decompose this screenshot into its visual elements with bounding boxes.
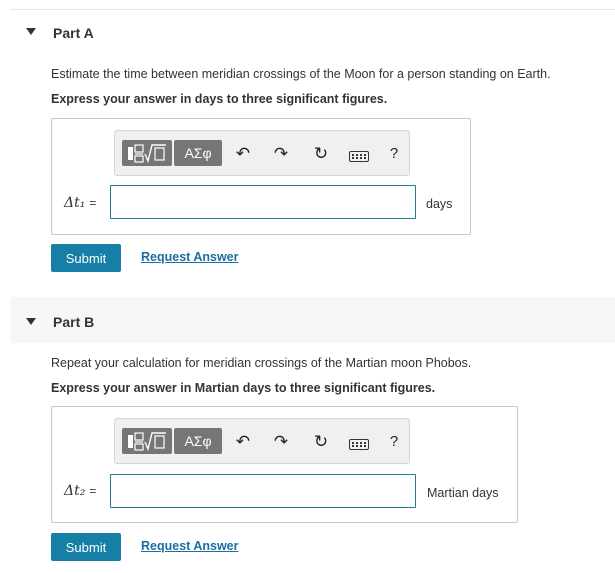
- part-a-title: Part A: [53, 25, 94, 41]
- redo-icon[interactable]: ↷: [273, 144, 289, 163]
- symbols-button[interactable]: ΑΣφ: [174, 140, 222, 166]
- templates-button[interactable]: [122, 140, 172, 166]
- equals-sign: =: [89, 484, 97, 498]
- symbols-button[interactable]: ΑΣφ: [174, 428, 222, 454]
- math-toolbar: [114, 130, 410, 176]
- part-b-request-answer-link[interactable]: Request Answer: [141, 539, 239, 553]
- part-a-question: Estimate the time between meridian crossings of the Moon for a person standing on Earth.: [51, 67, 551, 81]
- reset-icon[interactable]: ↻: [313, 144, 329, 163]
- part-b-unit: Martian days: [427, 486, 499, 500]
- undo-icon[interactable]: ↶: [235, 144, 251, 163]
- collapse-caret-icon[interactable]: [26, 318, 36, 325]
- keyboard-icon[interactable]: [348, 143, 370, 165]
- part-b-answer-box: [51, 406, 518, 523]
- part-b-variable-label: [64, 483, 96, 499]
- reset-icon[interactable]: ↻: [313, 432, 329, 451]
- help-icon[interactable]: ?: [389, 433, 399, 450]
- part-b-title: Part B: [53, 314, 95, 330]
- part-a-answer-box: [51, 118, 471, 235]
- undo-icon[interactable]: ↶: [235, 432, 251, 451]
- part-b-answer-input[interactable]: [110, 474, 416, 508]
- part-a-header[interactable]: [10, 9, 615, 54]
- equals-sign: =: [89, 196, 97, 210]
- variable-name: Δt₂: [64, 483, 86, 499]
- part-a-instruction: Express your answer in days to three significant figures.: [51, 92, 388, 106]
- fraction-radical-templates-icon: [124, 430, 170, 452]
- part-a-variable-label: [64, 195, 96, 211]
- part-a-unit: days: [426, 197, 453, 211]
- redo-icon[interactable]: ↷: [273, 432, 289, 451]
- part-a-answer-input[interactable]: [110, 185, 416, 219]
- part-b-header[interactable]: [10, 297, 615, 343]
- part-b-submit-button[interactable]: Submit: [51, 533, 121, 561]
- part-b-instruction: Express your answer in Martian days to three significant figures.: [51, 381, 436, 395]
- part-a-request-answer-link[interactable]: Request Answer: [141, 250, 239, 264]
- fraction-radical-templates-icon: [124, 142, 170, 164]
- variable-name: Δt₁: [64, 195, 86, 211]
- keyboard-icon[interactable]: [348, 431, 370, 453]
- collapse-caret-icon[interactable]: [26, 28, 36, 35]
- help-icon[interactable]: ?: [389, 145, 399, 162]
- part-a-submit-button[interactable]: Submit: [51, 244, 121, 272]
- templates-button[interactable]: [122, 428, 172, 454]
- math-toolbar: [114, 418, 410, 464]
- part-b-question: Repeat your calculation for meridian crossings of the Martian moon Phobos.: [51, 356, 472, 370]
